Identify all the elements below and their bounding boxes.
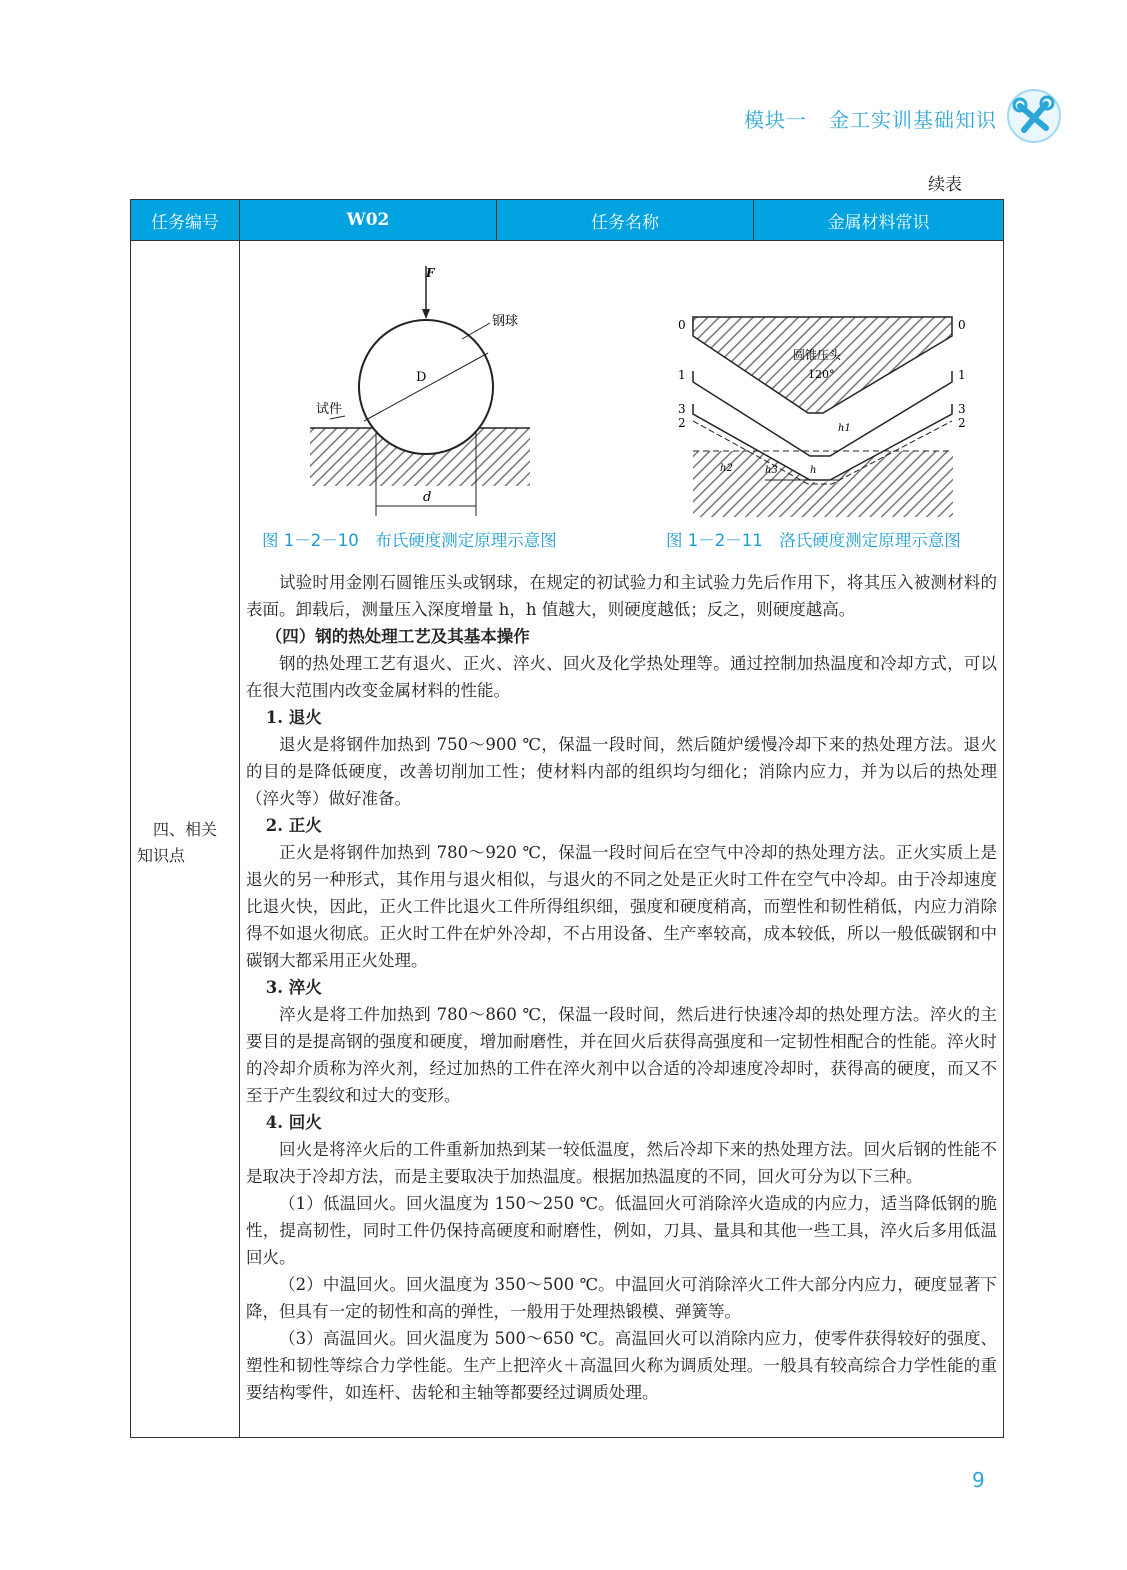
section-label (137, 817, 217, 869)
ball-label: 钢球 (492, 314, 519, 329)
section-label-line: 四、相关 (153, 820, 218, 839)
task-table (130, 199, 1004, 1438)
figure-caption-rockwell: 图 1－2－11 洛氏硬度测定原理示意图 (666, 531, 961, 550)
paragraph: 正火是将钢件加热到 780～920 ℃，保温一段时间后在空气中冷却的热处理方法。正火实质上是退火的另一种形式，其作用与退火相似，与退火的不同之处是正火时工件在空气中冷却。由于冷却速度比退火快，因此，正火工件比退火工件所得组织细，强度和硬度稍高，而塑性和韧性稍低，内应力消除得不如退火彻底。正火时工件在炉外冷却，不占用设备、生产率较高，成本较低，所以一般低碳钢和中碳钢大都采用正火处理。 (246, 843, 997, 970)
level-0-left: 0 (678, 318, 686, 332)
content-cell (240, 241, 1004, 1438)
paragraph: 试验时用金刚石圆锥压头或钢球，在规定的初试验力和主试验力先后作用下，将其压入被测材料的表面。卸载后，测量压入深度增量 h，h 值越大，则硬度越低；反之，则硬度越高。 (246, 573, 997, 619)
module-title: 金工实训基础知识 (829, 108, 997, 132)
brinell-diagram (310, 266, 530, 516)
level-0-right: 0 (958, 318, 966, 332)
continued-label: 续表 (928, 175, 962, 195)
level-2-left: 2 (678, 416, 686, 430)
header-task-name-value: 金属材料常识 (754, 200, 1004, 241)
level-3-right: 3 (958, 402, 966, 416)
section-heading: 3. 淬火 (265, 978, 322, 997)
paragraph: 淬火是将工件加热到 780～860 ℃，保温一段时间，然后进行快速冷却的热处理方法。淬火的主要目的是提高钢的强度和硬度，增加耐磨性，并在回火后获得高强度和一定韧性相配合的性能。淬火时的冷却介质称为淬火剂，经过加热的工件在淬火剂中以合适的冷却速度冷却时，获得高的硬度，而又不至于产生裂纹和过大的变形。 (246, 1005, 997, 1105)
figures (240, 241, 1003, 563)
running-header (744, 104, 1019, 133)
section-heading: （四）钢的热处理工艺及其基本操作 (265, 627, 530, 646)
paragraph: 钢的热处理工艺有退火、正火、淬火、回火及化学热处理等。通过控制加热温度和冷却方式，可以在很大范围内改变金属材料的性能。 (246, 654, 997, 700)
paragraph: （1）低温回火。回火温度为 150～250 ℃。低温回火可消除淬火造成的内应力，适当降低钢的脆性，提高韧性，同时工件仍保持高硬度和耐磨性，例如，刀具、量具和其他一些工具，淬火后多用低温回火。 (246, 1194, 997, 1267)
module-label: 模块一 (744, 108, 807, 132)
level-1-right: 1 (958, 368, 966, 382)
page-number: 9 (972, 1468, 985, 1492)
header-task-name: 任务名称 (497, 200, 754, 241)
h-label: h (810, 465, 817, 476)
level-1-left: 1 (678, 368, 686, 382)
force-label: F (426, 266, 435, 280)
wrench-logo-icon (1006, 88, 1062, 144)
cone-indenter (693, 317, 952, 413)
header-task-no: 任务编号 (131, 200, 240, 241)
section-heading: 2. 正火 (265, 816, 322, 835)
angle-label: 120° (808, 368, 835, 381)
section-label-cell (131, 241, 240, 1438)
paragraph: 回火是将淬火后的工件重新加热到某一较低温度，然后冷却下来的热处理方法。回火后钢的性能不是取决于冷却方法，而是主要取决于加热温度。根据加热温度的不同，回火可分为以下三种。 (246, 1140, 997, 1186)
level-3-left: 3 (678, 402, 686, 416)
body-text (246, 569, 997, 1406)
d-label: d (423, 490, 432, 505)
paragraph: （3）高温回火。回火温度为 500～650 ℃。高温回火可以消除内应力，使零件获得较好的强度、塑性和韧性等综合力学性能。生产上把淬火＋高温回火称为调质处理。一般具有较高综合力学性能的重要结构零件，如连杆、齿轮和主轴等都要经过调质处理。 (246, 1329, 997, 1402)
rockwell-diagram (678, 317, 966, 517)
section-label-line: 知识点 (137, 846, 186, 865)
hardness-diagrams (240, 241, 1006, 521)
cone-label: 圆锥压头 (793, 348, 842, 362)
h2-label: h2 (720, 463, 733, 474)
figure-caption-brinell: 图 1－2－10 布氏硬度测定原理示意图 (262, 531, 557, 550)
paragraph: 退火是将钢件加热到 750～900 ℃，保温一段时间，然后随炉缓慢冷却下来的热处理方法。退火的目的是降低硬度，改善切削加工性；使材料内部的组织均匀细化；消除内应力，并为以后的热处理（淬火等）做好准备。 (246, 735, 997, 808)
h1-label: h1 (838, 423, 851, 434)
level-2-right: 2 (958, 416, 966, 430)
specimen-label: 试件 (316, 402, 343, 417)
diameter-label: D (416, 370, 427, 385)
section-heading: 4. 回火 (265, 1113, 322, 1132)
header-task-no-value: W02 (240, 200, 497, 241)
h3-label: h3 (765, 465, 778, 476)
paragraph: （2）中温回火。回火温度为 350～500 ℃。中温回火可消除淬火工件大部分内应力，硬度显著下降，但具有一定的韧性和高的弹性，一般用于处理热锻模、弹簧等。 (246, 1275, 997, 1321)
section-heading: 1. 退火 (265, 708, 322, 727)
